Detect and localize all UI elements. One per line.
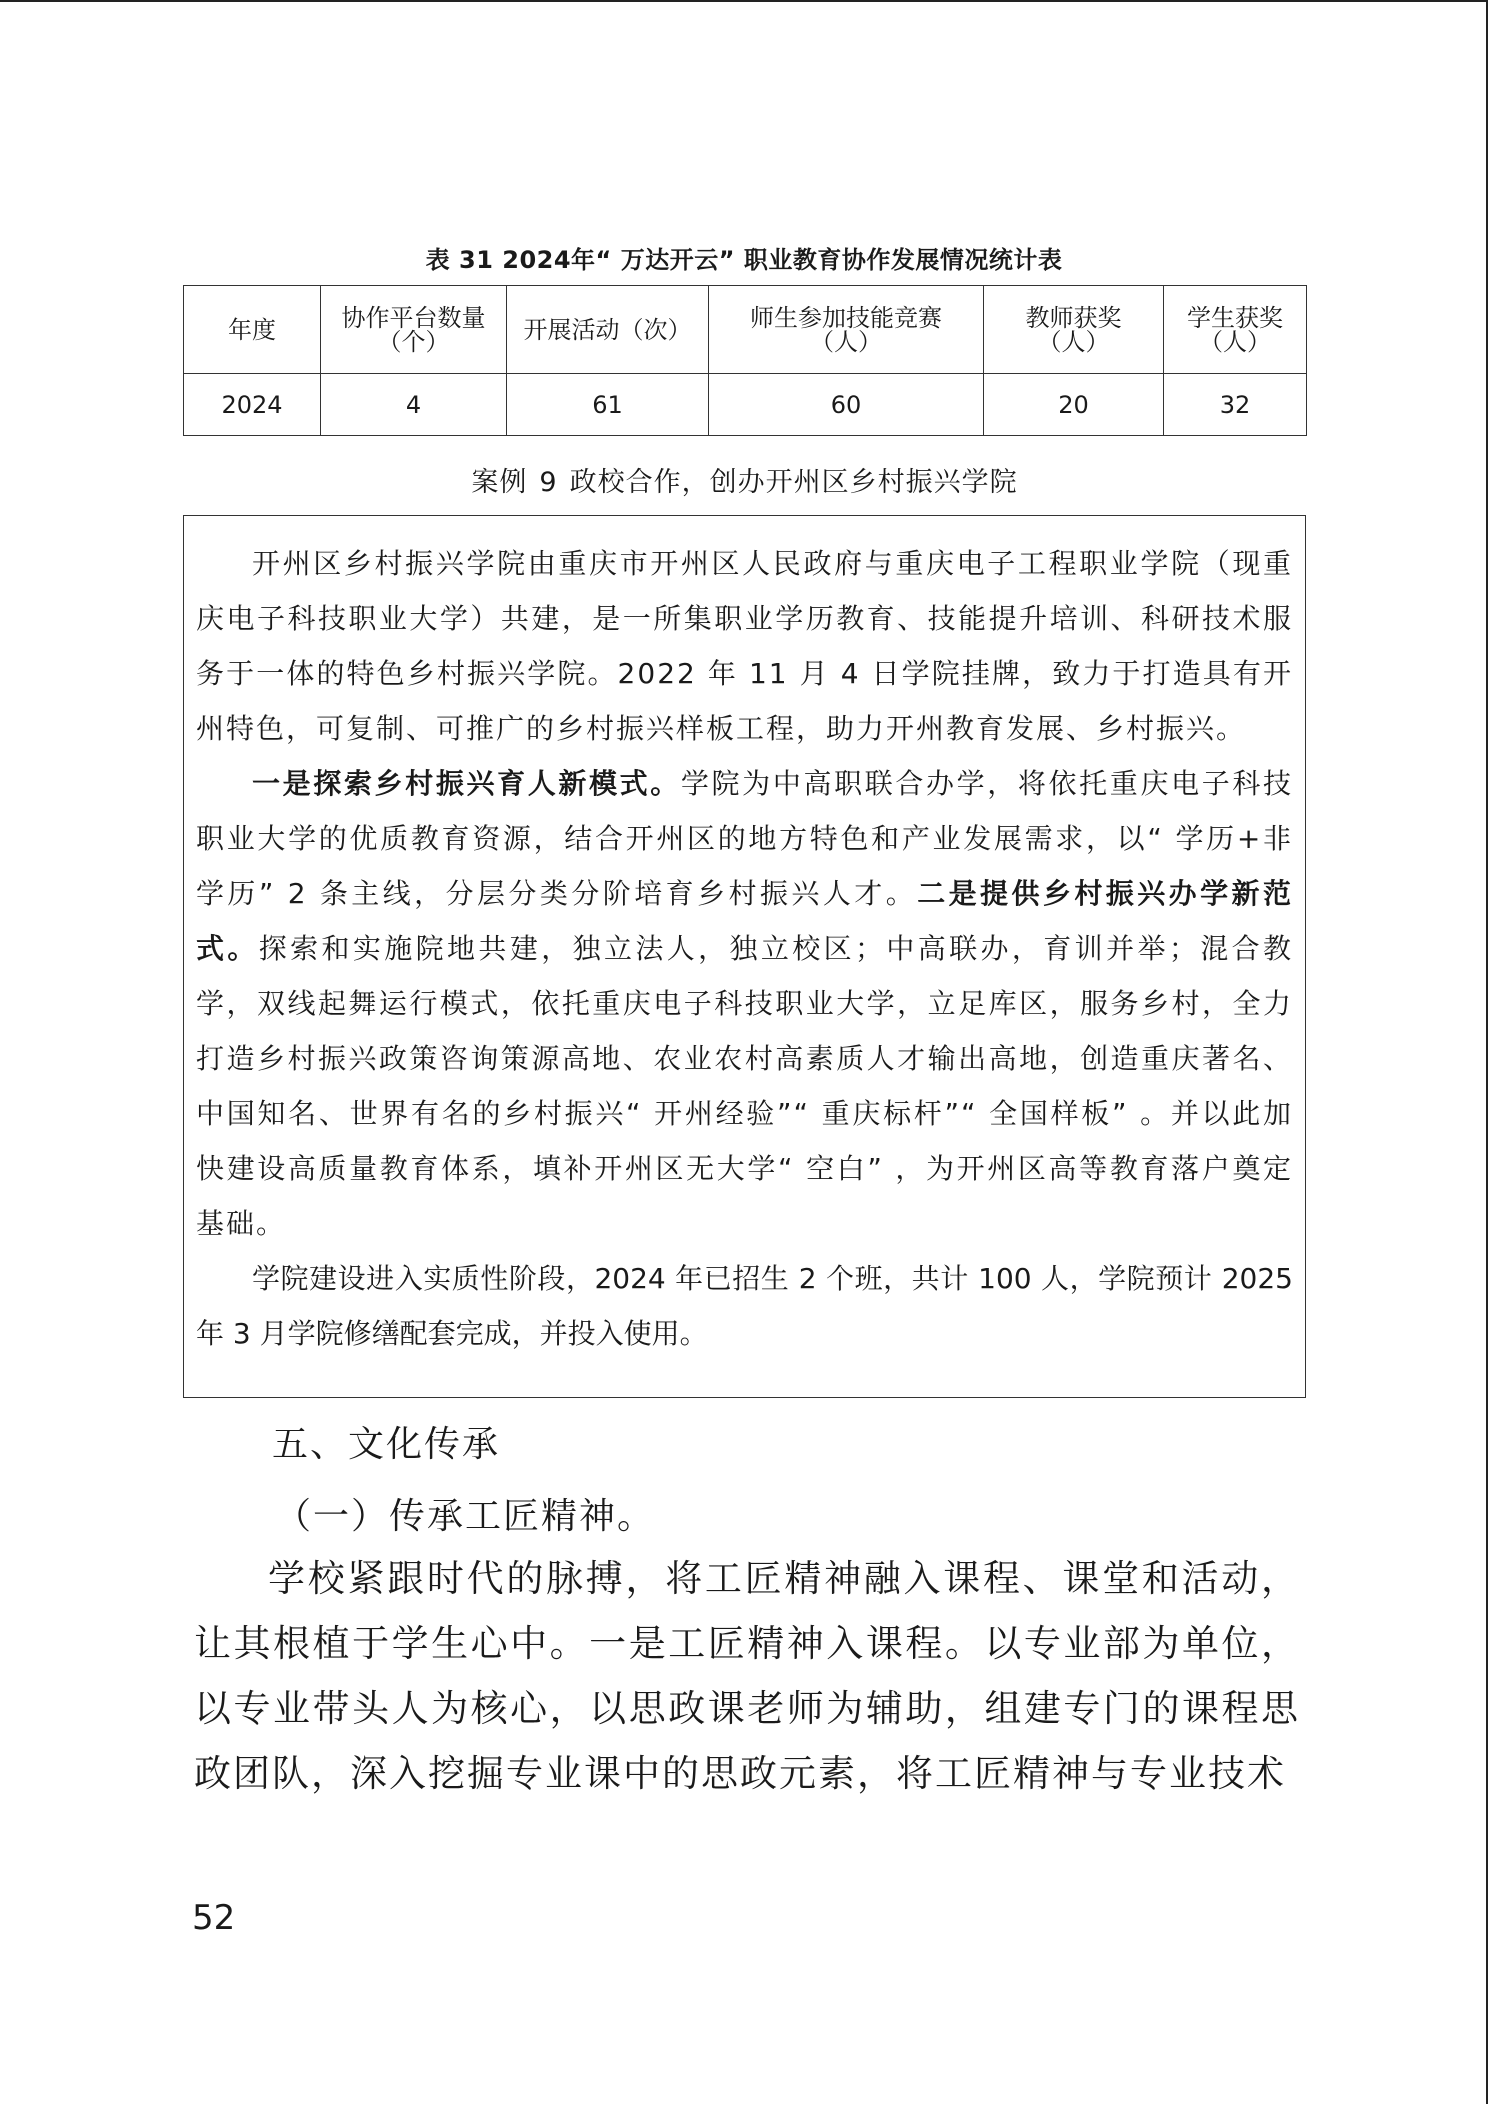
case-paragraph-2	[196, 756, 1293, 1251]
header-competition: 师生参加技能竞赛 （人）	[709, 286, 984, 374]
header-year: 年度	[184, 286, 321, 374]
header-activities: 开展活动（次）	[507, 286, 709, 374]
case-heading: 政校合作，创办开州区乡村振兴学院	[569, 467, 1018, 498]
case-number: 9	[539, 467, 558, 498]
table-row	[184, 374, 1307, 436]
section-heading: 五、文化传承	[272, 1424, 501, 1465]
case-box	[183, 515, 1306, 1398]
stats-table	[183, 285, 1307, 436]
cell-competition: 60	[709, 374, 984, 436]
case-paragraph-1: 开州区乡村振兴学院由重庆市开州区人民政府与重庆电子工程职业学院（现重庆电子科技职业大学）共建，是一所集职业学历教育、技能提升培训、科研技术服务于一体的特色乡村振兴学院。2022 年 11 月 4 日学院挂牌，致力于打造具有开州特色，可复制、可推广的乡村振兴样板工程，助力开州教育发展、乡村振兴。	[196, 547, 1293, 745]
cell-activities: 61	[507, 374, 709, 436]
page-number: 52	[192, 1898, 236, 1938]
header-platforms: 协作平台数量 （个）	[321, 286, 507, 374]
cell-year: 2024	[184, 374, 321, 436]
case-point-2-text: 探索和实施院地共建，独立法人，独立校区；中高联办，育训并举；混合教学，双线起舞运行模式，依托重庆电子科技职业大学，立足库区，服务乡村，全力打造乡村振兴政策咨询策源高地、农业农村高素质人才输出高地，创造重庆著名、中国知名、世界有名的乡村振兴“ 开州经验”“ 重庆标杆”“ 全国样板” 。并以此加快建设高质量教育体系，填补开州区无大学“ 空白” ，为开州区高等教育落户奠定基础。	[196, 932, 1293, 1240]
table-title: 表 31 2024年“ 万达开云” 职业教育协作发展情况统计表	[425, 246, 1063, 274]
case-paragraph-3: 学院建设进入实质性阶段，2024 年已招生 2 个班，共计 100 人，学院预计 2025 年 3 月学院修缮配套完成，并投入使用。	[196, 1262, 1293, 1350]
cell-platforms: 4	[321, 374, 507, 436]
case-title	[183, 460, 1306, 499]
header-teacher-awards: 教师获奖 （人）	[984, 286, 1164, 374]
header-student-awards: 学生获奖 （人）	[1164, 286, 1307, 374]
page-top-border	[0, 0, 1488, 2]
cell-teacher-awards: 20	[984, 374, 1164, 436]
case-point-1-heading: 一是探索乡村振兴育人新模式。	[252, 767, 681, 800]
case-label: 案例	[471, 467, 528, 498]
case-point-1-text: 学院为中高职联合办学，将依托重庆电子科技职业大学的优质教育资源，结合开州区的地方特色和产业发展需求，以“ 学历+非学历” 2 条主线，分层分类分阶培育乡村振兴人才。	[196, 767, 1293, 910]
subsection-heading: （一）传承工匠精神。	[275, 1496, 656, 1537]
table-header-row	[184, 286, 1307, 374]
case-point-2-heading: 二是提供乡村振兴办学新范式。	[196, 877, 1293, 965]
body-paragraph: 学校紧跟时代的脉搏，将工匠精神融入课程、课堂和活动，让其根植于学生心中。一是工匠精神入课程。以专业部为单位，以专业带头人为核心，以思政课老师为辅助，组建专门的课程思政团队，深入挖掘专业课中的思政元素，将工匠精神与专业技术	[194, 1557, 1300, 1795]
cell-student-awards: 32	[1164, 374, 1307, 436]
